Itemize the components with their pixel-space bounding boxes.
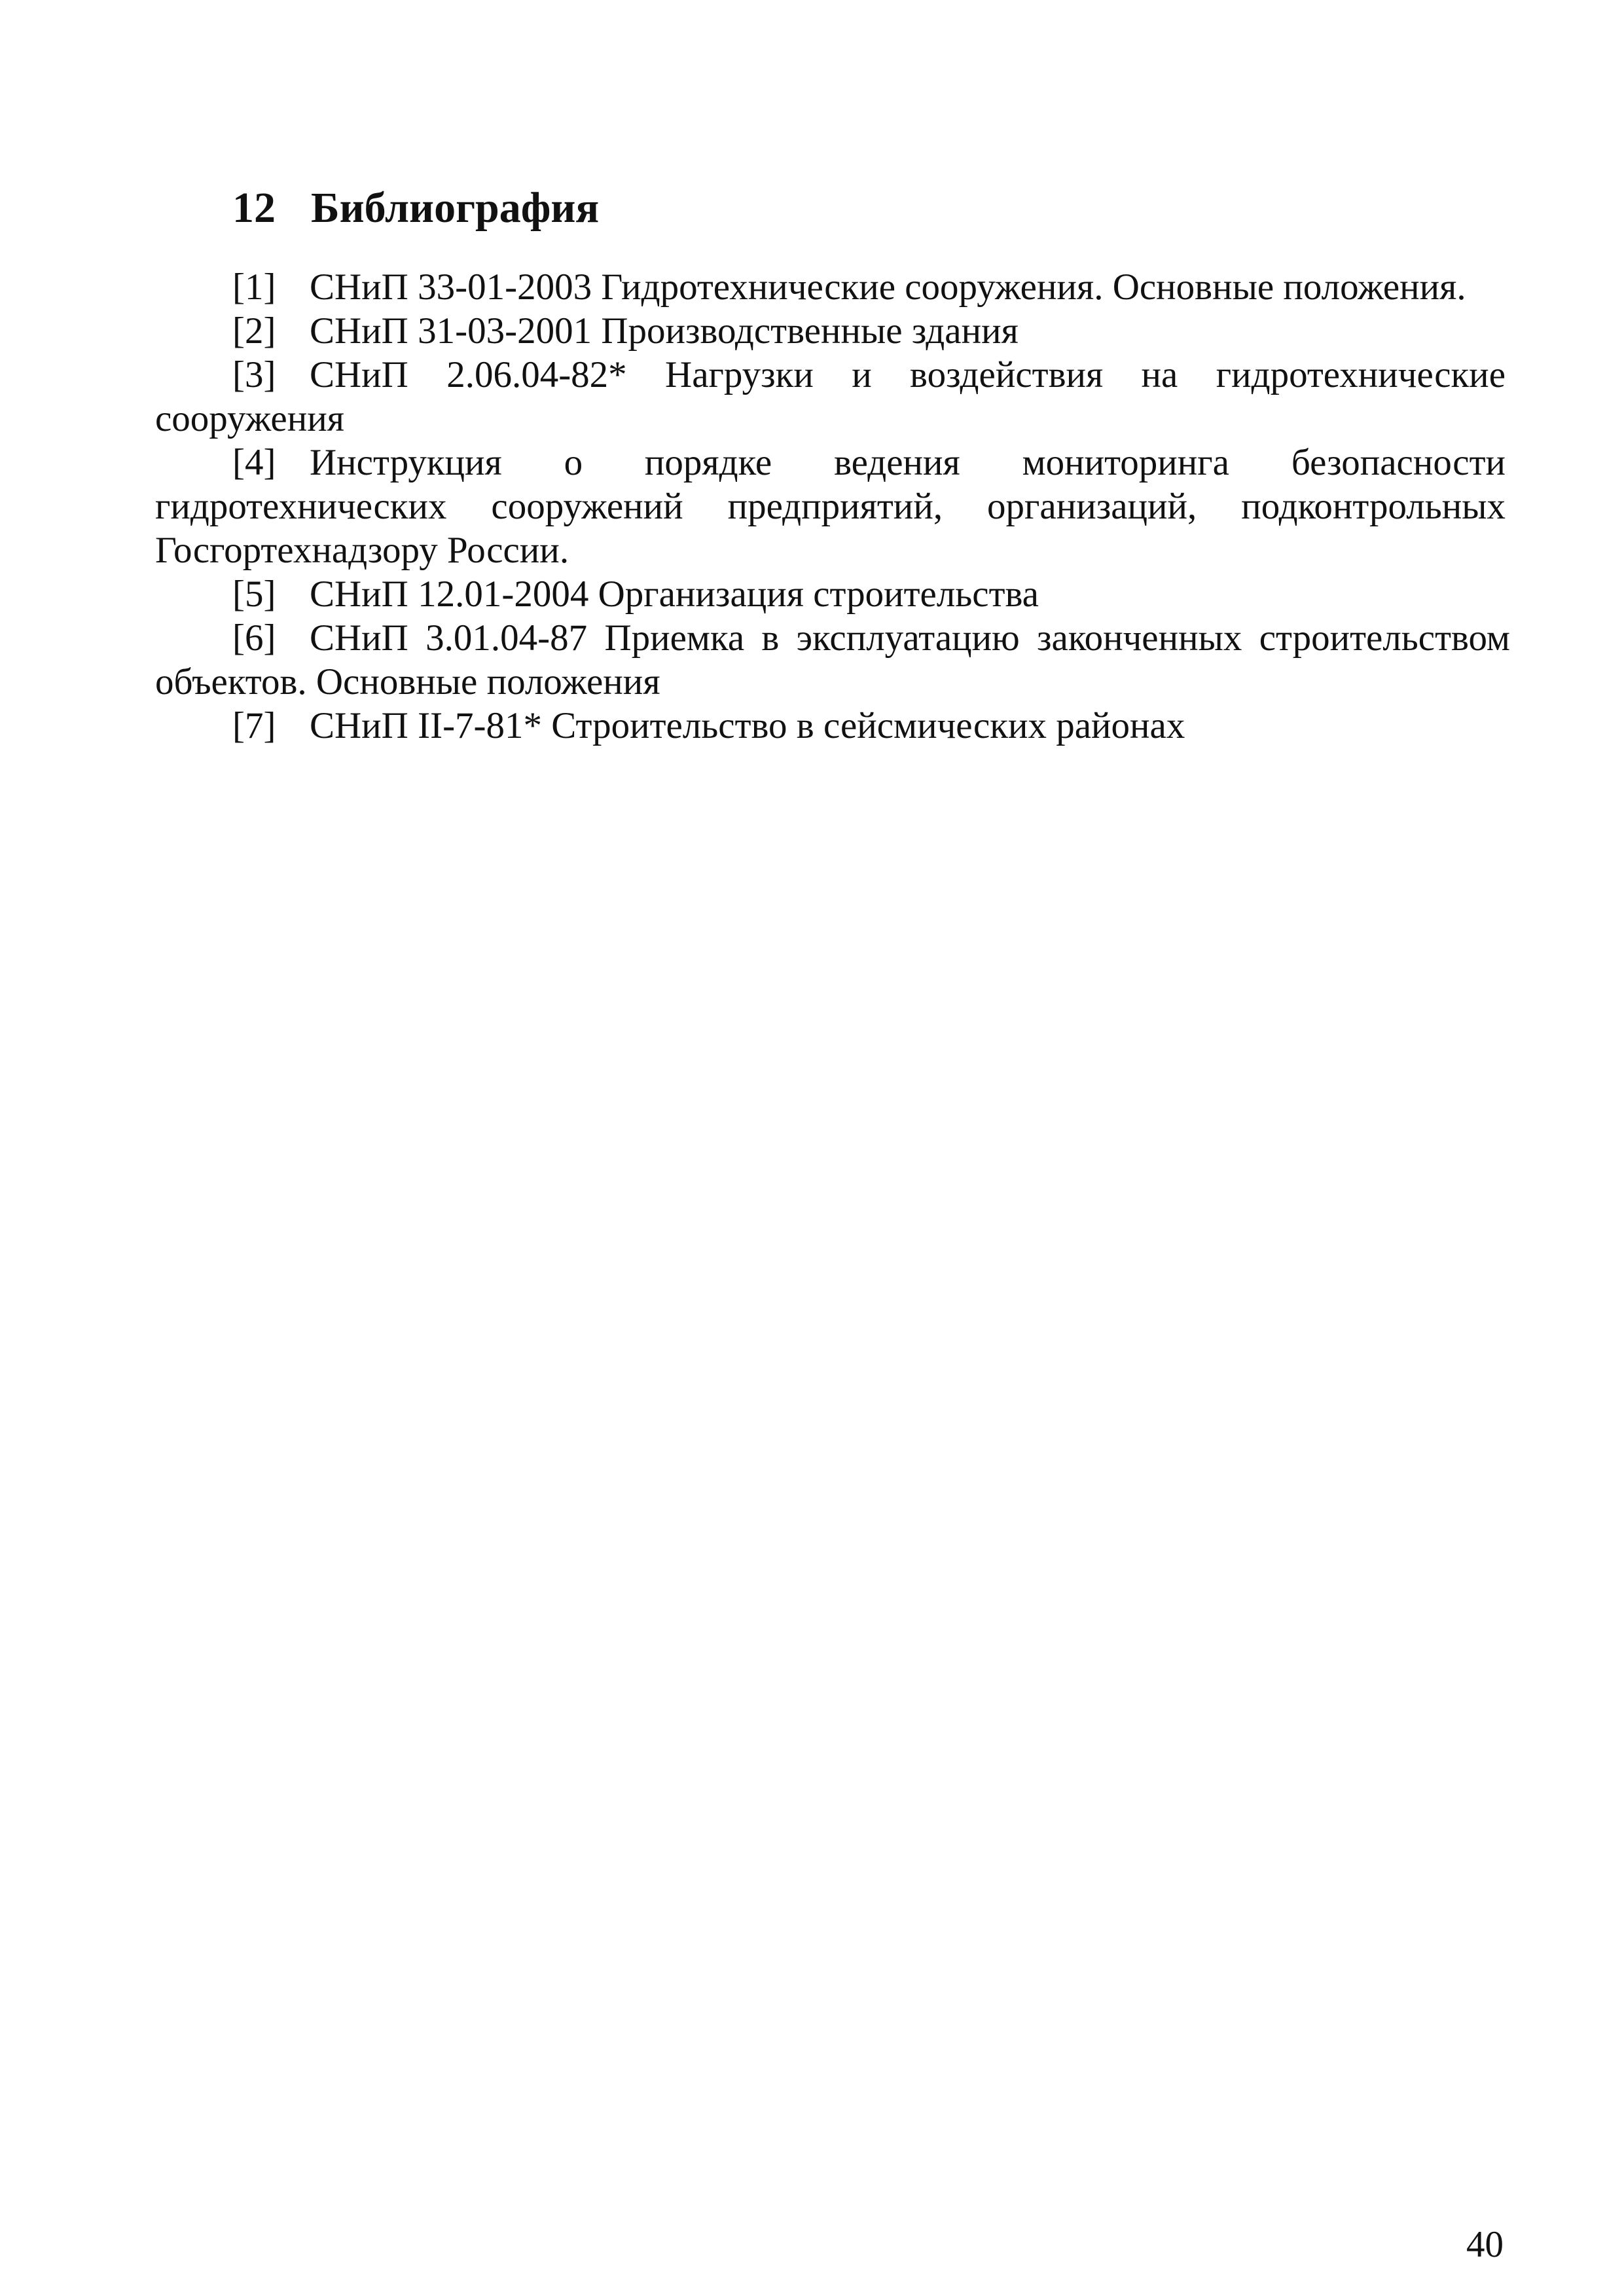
bibliography-entry [155, 441, 1506, 572]
entry-text: Инструкция о порядке ведения мониторинга безопасности гидротехнических сооружений предприятий, организаций, подконтрольных Госгортехнадзору России. [155, 442, 1506, 571]
entry-text: СНиП 3.01.04-87 Приемка в эксплуатацию законченных строительством объектов. Основные положения [155, 617, 1510, 702]
entry-text: СНиП 2.06.04-82* Нагрузки и воздействия на гидротехнические сооружения [155, 354, 1506, 439]
section-title: Библиография [311, 184, 600, 232]
entry-text: СНиП 33-01-2003 Гидротехнические сооружения. Основные положения. [310, 266, 1466, 308]
bibliography-entry [155, 353, 1506, 441]
page-number: 40 [1466, 2224, 1504, 2265]
entry-text: СНиП 31-03-2001 Производственные здания [310, 310, 1019, 352]
bibliography-entry [155, 616, 1510, 704]
bibliography-entry [155, 572, 1506, 616]
bibliography-list [155, 265, 1510, 748]
bibliography-entry [155, 704, 1506, 748]
section-number: 12 [232, 184, 276, 232]
entry-number: [2] [232, 310, 276, 352]
section-heading [232, 182, 599, 234]
entry-number: [4] [232, 442, 276, 483]
bibliography-entry [155, 265, 1506, 309]
entry-text: СНиП II-7-81* Строительство в сейсмических районах [310, 705, 1185, 746]
entry-number: [3] [232, 354, 276, 395]
entry-text: СНиП 12.01-2004 Организация строительства [310, 574, 1039, 615]
entry-number: [6] [232, 617, 276, 659]
entry-number: [5] [232, 574, 276, 615]
bibliography-entry [155, 309, 1506, 353]
entry-number: [1] [232, 266, 276, 308]
entry-number: [7] [232, 705, 276, 746]
